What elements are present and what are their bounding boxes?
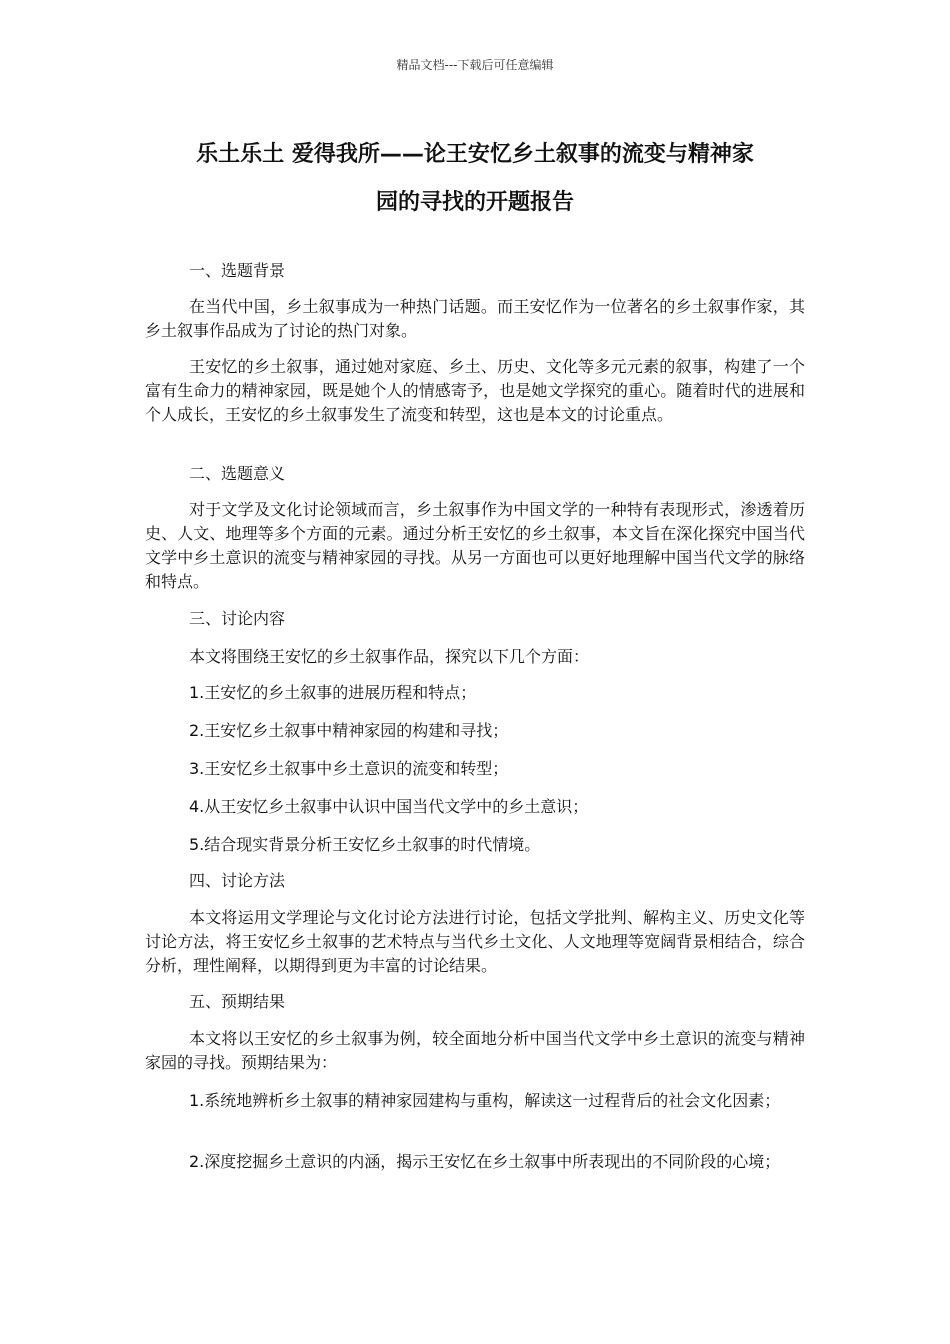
- document-title-line-1: 乐土乐土 爱得我所——论王安忆乡土叙事的流变与精神家: [196, 142, 754, 167]
- section-heading-content: 三、讨论内容: [189, 609, 286, 628]
- section-heading-significance: 二、选题意义: [189, 464, 286, 483]
- page-header: 精品文档---下载后可任意编辑: [396, 58, 554, 72]
- content-list-item: 3.王安忆乡土叙事中乡土意识的流变和转型；: [189, 759, 509, 778]
- content-list-item: 2.王安忆乡土叙事中精神家园的构建和寻找；: [189, 721, 509, 740]
- content-list-item: 5.结合现实背景分析王安忆乡土叙事的时代情境。: [189, 835, 541, 854]
- background-paragraph-2: 王安忆的乡土叙事，通过她对家庭、乡土、历史、文化等多元元素的叙事，构建了一个富有生命力的精神家园，既是她个人的情感寄予，也是她文学探究的重心。随着时代的进展和个人成长，王安忆的乡土叙事发生了流变和转型，这也是本文的讨论重点。: [145, 357, 805, 424]
- content-list-item: 1.王安忆的乡土叙事的进展历程和特点；: [189, 683, 477, 702]
- results-paragraph: 本文将以王安忆的乡土叙事为例，较全面地分析中国当代文学中乡土意识的流变与精神家园的寻找。预期结果为：: [145, 1029, 805, 1072]
- significance-paragraph: 对于文学及文化讨论领域而言，乡土叙事作为中国文学的一种特有表现形式，渗透着历史、人文、地理等多个方面的元素。通过分析王安忆的乡土叙事，本文旨在深化探究中国当代文学中乡土意识的流变与精神家园的寻找。从另一方面也可以更好地理解中国当代文学的脉络和特点。: [145, 500, 805, 591]
- method-paragraph: 本文将运用文学理论与文化讨论方法进行讨论，包括文学批判、解构主义、历史文化等讨论方法，将王安忆乡土叙事的艺术特点与当代乡土文化、人文地理等宽阔背景相结合，综合分析，理性阐释，以期得到更为丰富的讨论结果。: [145, 908, 805, 975]
- results-list-item: 1.系统地辨析乡土叙事的精神家园建构与重构，解读这一过程背后的社会文化因素；: [189, 1091, 781, 1110]
- results-list-item: 2.深度挖掘乡土意识的内涵，揭示王安忆在乡土叙事中所表现出的不同阶段的心境；: [189, 1152, 781, 1171]
- background-paragraph-1: 在当代中国，乡土叙事成为一种热门话题。而王安忆作为一位著名的乡土叙事作家，其乡土叙事作品成为了讨论的热门对象。: [145, 297, 805, 340]
- document-title: [145, 131, 805, 227]
- content-list-item: 4.从王安忆乡土叙事中认识中国当代文学中的乡土意识；: [189, 797, 589, 816]
- section-heading-background: 一、选题背景: [189, 261, 286, 280]
- content-intro: 本文将围绕王安忆的乡土叙事作品，探究以下几个方面：: [189, 647, 590, 666]
- document-title-line-2: 园的寻找的开题报告: [375, 190, 574, 215]
- section-heading-results: 五、预期结果: [189, 992, 286, 1011]
- section-heading-method: 四、讨论方法: [189, 871, 286, 890]
